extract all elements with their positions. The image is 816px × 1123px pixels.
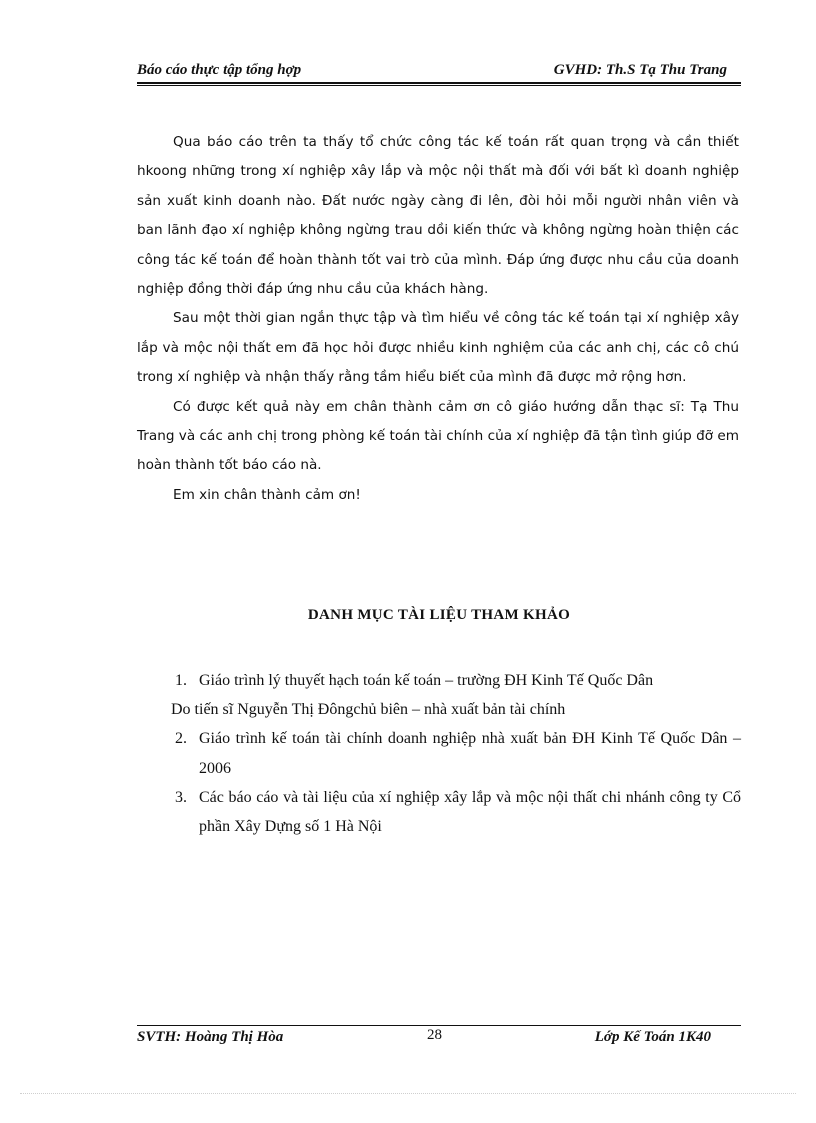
reference-text: Các báo cáo và tài liệu của xí nghiệp xây lắp và mộc nội thất chi nhánh công ty Cổ phần Xây Dựng số 1 Hà Nội (199, 788, 741, 836)
reference-item (137, 666, 741, 695)
references-title: DANH MỤC TÀI LIỆU THAM KHẢO (307, 607, 571, 623)
reference-item (137, 783, 741, 841)
footer-divider (137, 1025, 741, 1026)
reference-number: 1. (175, 672, 187, 689)
reference-item (137, 724, 741, 782)
page-header (137, 60, 741, 82)
header-divider (137, 82, 741, 86)
conclusion-body (137, 128, 739, 510)
header-supervisor: GVHD: Th.S Tạ Thu Trang (553, 62, 727, 78)
page-edge-guide (20, 1093, 796, 1094)
header-report-title: Báo cáo thực tập tổng hợp (137, 62, 302, 78)
reference-text: Giáo trình kế toán tài chính doanh nghiệp nhà xuất bản ĐH Kinh Tế Quốc Dân – 2006 (199, 730, 741, 777)
reference-text: Giáo trình lý thuyết hạch toán kế toán – trường ĐH Kinh Tế Quốc Dân (199, 672, 654, 689)
reference-continuation: Do tiến sĩ Nguyễn Thị Đôngchủ biên – nhà xuất bản tài chính (171, 701, 566, 719)
paragraph: Qua báo cáo trên ta thấy tổ chức công tác kế toán rất quan trọng và cần thiết hkoong những trong xí nghiệp xây lắp và mộc nội thất mà đối với bất kì doanh nghiệp sản xuất kinh doanh nào. Đất nước ngày càng đi lên, đòi hỏi mỗi người nhân viên và ban lãnh đạo xí nghiệp không ngừng trau dồi kiến thức và không ngừng hoàn thiện các công tác kế toán để hoàn thành tốt vai trò của mình. Đáp ứng được nhu cầu của doanh nghiệp đồng thời đáp ứng nhu cầu của khách hàng. (137, 134, 739, 298)
closing-line: Em xin chân thành cảm ơn! (173, 486, 361, 503)
page-number: 28 (427, 1027, 442, 1043)
reference-number: 2. (175, 730, 187, 748)
paragraph: Sau một thời gian ngắn thực tập và tìm hiểu về công tác kế toán tại xí nghiệp xây lắp và mộc nội thất em đã học hỏi được nhiều kinh nghiệm của các anh chị, các cô chú trong xí nghiệp và nhận thấy rằng tầm hiểu biết của mình đã được mở rộng hơn. (137, 310, 739, 386)
footer-student: SVTH: Hoàng Thị Hòa (137, 1029, 284, 1045)
page-footer (137, 1029, 741, 1051)
paragraph: Có được kết quả này em chân thành cảm ơn cô giáo hướng dẫn thạc sĩ: Tạ Thu Trang và các anh chị trong phòng kế toán tài chính của xí nghiệp đã tận tình giúp đỡ em hoàn thành tốt báo cáo nà. (137, 398, 739, 474)
references-list (137, 666, 741, 841)
reference-number: 3. (175, 788, 187, 806)
footer-class: Lớp Kế Toán 1K40 (594, 1029, 711, 1045)
